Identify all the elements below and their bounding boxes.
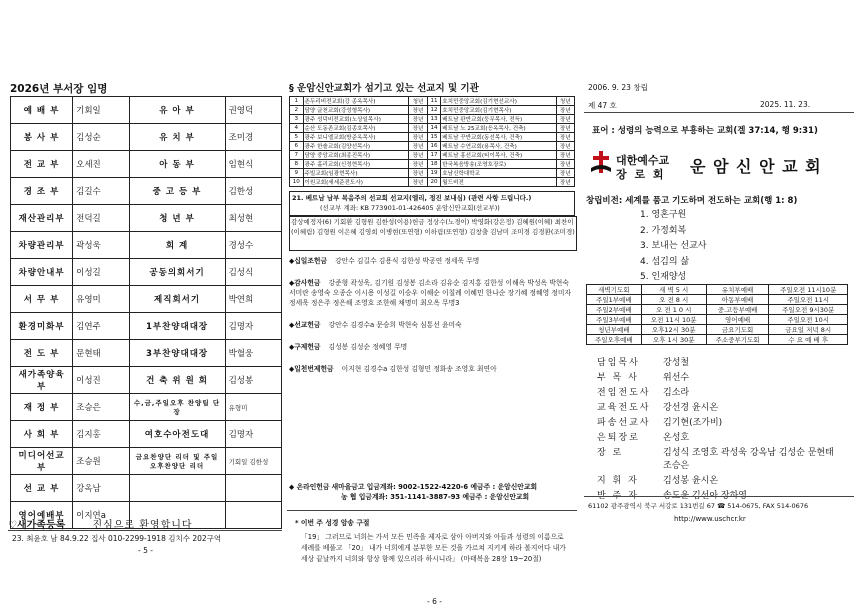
service-time: 수 요 예 배 후 <box>769 335 848 345</box>
mission-number: 4 <box>290 124 304 133</box>
mission-sponsor: 장년 <box>556 178 574 187</box>
staff-role: 은퇴장로 <box>597 433 640 443</box>
staff-role: 반 주 자 <box>597 491 639 501</box>
mission-sponsor: 장년 <box>556 160 574 169</box>
department-name: 금요찬양단 리더 및 주일오후찬양단 리더 <box>129 448 225 475</box>
mission-number: 14 <box>427 124 441 133</box>
memory-verse-title: * 이번 주 성경 암송 구절 <box>295 519 370 527</box>
department-head: 김성식 <box>225 259 281 286</box>
staff-role: 장 로 <box>597 448 624 458</box>
church-name: 운 암 신 안 교 회 <box>690 157 822 176</box>
worship-schedule <box>586 284 848 345</box>
staff-names: 김성봉 윤시온 <box>663 476 719 486</box>
department-row <box>11 151 282 178</box>
department-head: 권영덕 <box>225 97 281 124</box>
service-name: 주일1부예배 <box>587 295 642 305</box>
department-name: 재산관리부 <box>11 205 73 232</box>
service-name: 주일2부예배 <box>587 305 642 315</box>
department-head: 김명자 <box>225 421 281 448</box>
mission-row <box>290 97 575 106</box>
mission-sponsor: 장년 <box>409 169 427 178</box>
department-name: 전 교 부 <box>11 151 73 178</box>
founded-date: 2006. 9. 23 창립 <box>588 83 648 92</box>
vision-item: 3. 보내는 선교사 <box>640 241 707 251</box>
staff-names: 위선수 <box>663 373 690 383</box>
department-head: 김길수 <box>73 178 129 205</box>
staff-row <box>594 487 844 502</box>
service-name: 주일오후예배 <box>587 335 642 345</box>
mission-row <box>290 106 575 115</box>
offering-item <box>289 364 575 374</box>
mission-sponsor: 장년 <box>409 178 427 187</box>
mission-number: 1 <box>290 97 304 106</box>
department-head: 조미경 <box>225 124 281 151</box>
offering-names: 김성봉 김성순 정혜영 무명 <box>328 343 408 351</box>
mission-name: 월드비전 <box>441 178 556 187</box>
mission-sponsor: 장년 <box>556 151 574 160</box>
department-head: 이성진 <box>73 367 129 394</box>
mission-row <box>290 133 575 142</box>
mission-number: 11 <box>427 97 441 106</box>
offering-label: ◆십일조헌금 <box>289 257 328 265</box>
page-number: - 6 - <box>427 597 442 606</box>
staff-role: 부 목 사 <box>597 373 639 383</box>
staff-role: 파송선교사 <box>597 418 651 428</box>
department-row <box>11 232 282 259</box>
mission-sponsor: 장년 <box>409 160 427 169</box>
mission-row <box>290 115 575 124</box>
online-offering <box>289 482 575 502</box>
department-row <box>11 313 282 340</box>
service-time: 주일오전 11시 <box>769 295 848 305</box>
denomination-line-1: 대한예수교 <box>616 154 670 167</box>
department-name: 차량관리부 <box>11 232 73 259</box>
issue-number: 제 47 호 <box>588 101 617 110</box>
mission-number: 18 <box>427 160 441 169</box>
department-name <box>129 475 225 502</box>
offering-label: ◆감사헌금 <box>289 279 321 287</box>
department-name: 수,금,주일오후 찬양팀 단장 <box>129 394 225 421</box>
offering-item <box>289 320 575 330</box>
department-head: 박연희 <box>225 286 281 313</box>
offering-item <box>289 278 575 308</box>
church-motto: 표어 : 성령의 능력으로 부흥하는 교회(겔 37:14, 행 9:31) <box>592 126 818 136</box>
service-time: 오후 1시 30분 <box>641 335 706 345</box>
vision-list <box>640 208 706 286</box>
department-head: 최성현 <box>225 205 281 232</box>
mission-number: 10 <box>290 178 304 187</box>
service-name: 중.고등부예배 <box>706 305 769 315</box>
staff-role: 지 휘 자 <box>597 476 639 486</box>
department-name: 환경미화부 <box>11 313 73 340</box>
offering-item <box>289 342 575 352</box>
service-time: 새 벽 5 시 <box>641 285 706 295</box>
mission-name: 광주 홀리교회(신정현목사) <box>303 160 409 169</box>
department-name: 아 동 부 <box>129 151 225 178</box>
service-name: 금요기도회 <box>706 325 769 335</box>
department-name: 경 조 부 <box>11 178 73 205</box>
department-head: 문현태 <box>73 340 129 367</box>
mission-name: 베트남 노 25교회(응옥목사, 건축) <box>441 124 556 133</box>
mission-row <box>290 178 575 187</box>
mission-row <box>290 142 575 151</box>
mission-name: 순산 도동존교회(김종호목사) <box>303 124 409 133</box>
schedule-row <box>587 285 848 295</box>
vision-item: 4. 섬김의 삶 <box>640 256 690 267</box>
service-name: 영어예배 <box>706 315 769 325</box>
mission-number: 19 <box>427 169 441 178</box>
department-head: 조승원 <box>73 448 129 475</box>
service-time: 주일오전 10시 <box>769 315 848 325</box>
mission-number: 5 <box>290 133 304 142</box>
department-row <box>11 97 282 124</box>
new-member-line: 23. 최윤호 남 84.9.22 집사 010-2299-1918 김치수 202구역 <box>12 534 222 543</box>
mission-sponsor: 장년 <box>409 106 427 115</box>
missions-title: § 운암신안교회가 섬기고 있는 선교지 및 기관 <box>289 83 479 94</box>
mission-sponsor: 장년 <box>409 115 427 124</box>
offering-names: 강안수 김길수 김용식 김한성 박공연 정세욱 무명 <box>335 257 480 265</box>
mission-sponsor: 장년 <box>556 115 574 124</box>
department-head: 김성봉 <box>225 367 281 394</box>
mission-sponsor: 장년 <box>409 124 427 133</box>
department-name: 차량안내부 <box>11 259 73 286</box>
offering-list <box>289 256 575 386</box>
mission-name: 한국복음방송(조영호장로) <box>441 160 556 169</box>
mission-row <box>290 169 575 178</box>
department-name: 선 교 부 <box>11 475 73 502</box>
mission-sponsor: 장년 <box>409 142 427 151</box>
service-time: 주일오전 11시10분 <box>769 285 848 295</box>
department-row <box>11 475 282 502</box>
mission-number: 9 <box>290 169 304 178</box>
offering-item <box>289 256 575 266</box>
staff-row <box>594 429 844 444</box>
mission-name: 광주 성덕비전교회(노상일목사) <box>303 115 409 124</box>
staff-row <box>594 472 844 487</box>
schedule-row <box>587 325 848 335</box>
department-row <box>11 421 282 448</box>
department-name: 회 계 <box>129 232 225 259</box>
department-name: 유 치 부 <box>129 124 225 151</box>
staff-names: 김소라 <box>663 388 690 398</box>
staff-row <box>594 354 844 369</box>
staff-names: 김기현(조가비) <box>663 418 723 428</box>
mission-name: 광주 보니엘교회(방준옥목사) <box>303 133 409 142</box>
mission-sponsor: 장년 <box>409 151 427 160</box>
online-offering-account-1: 새마을금고 입금계좌: 9002-1522-4220-6 예금주 : 운암신안교회 <box>331 483 538 491</box>
service-name: 주소중부기도회 <box>706 335 769 345</box>
staff-role: 교육전도사 <box>597 403 651 413</box>
mission-number: 7 <box>290 151 304 160</box>
department-head: 조승은 <box>73 394 129 421</box>
department-head: 전덕길 <box>73 205 129 232</box>
department-name: 전 도 부 <box>11 340 73 367</box>
staff-names: 강성철 <box>663 358 690 368</box>
mission-name: 호남신학대학교 <box>441 169 556 178</box>
mission-sponsor: 장년 <box>556 106 574 115</box>
department-row <box>11 340 282 367</box>
bulletin-date: 2025. 11. 23. <box>760 100 811 109</box>
department-head: 김지홍 <box>73 421 129 448</box>
schedule-row <box>587 335 848 345</box>
mission-note-box <box>289 191 575 216</box>
department-name: 유 아 부 <box>129 97 225 124</box>
mission-sponsor: 장년 <box>556 124 574 133</box>
mission-number: 15 <box>427 133 441 142</box>
mission-row <box>290 124 575 133</box>
department-name: 3부찬양대대장 <box>129 340 225 367</box>
mission-number: 20 <box>427 178 441 187</box>
staff-row <box>594 384 844 399</box>
memory-verse-text: 「19」 그러므로 너희는 가서 모든 민족을 제자로 삼아 아버지와 아들과 성령의 이름으로 세례를 베풀고 「20」 내가 너희에게 분부한 모든 것을 가르쳐 지키게 하라 볼지어다 내가 세상 끝날까지 너희와 항상 함께 있으리라 하시니라」 (마태복음 28장 19~20절) <box>301 533 566 563</box>
staff-row <box>594 399 844 414</box>
offering-names: 강안수 김경수a 문승희 박현숙 심통선 윤미숙 <box>328 321 462 329</box>
church-logo <box>590 150 612 174</box>
mission-number: 2 <box>290 106 304 115</box>
mission-account: (선교부 계좌: KB 773901-01-426405 운암신안교회(선교부)) <box>320 204 500 212</box>
mission-name: 베트남 판반교회(둥무목사, 전득) <box>441 115 556 124</box>
mission-number: 16 <box>427 142 441 151</box>
department-head: 오세진 <box>73 151 129 178</box>
department-head: 박혈웅 <box>225 340 281 367</box>
denomination-line-2: 장 로 회 <box>616 168 666 181</box>
service-name: 유치부예배 <box>706 285 769 295</box>
mission-sponsor: 장년 <box>409 133 427 142</box>
mission-name: 호치민중앙교회(김기현선교사) <box>441 97 556 106</box>
offering-label: ◆일천번제헌금 <box>289 365 334 373</box>
offering-label: ◆구제헌금 <box>289 343 321 351</box>
staff-names: 온성호 <box>663 433 690 443</box>
offering-label: ◆선교헌금 <box>289 321 321 329</box>
mission-name: 주빌교회(임광현목사) <box>303 169 409 178</box>
department-head: 김성순 <box>73 124 129 151</box>
staff-names: 강선경 윤시온 <box>663 403 719 413</box>
mission-number: 12 <box>427 106 441 115</box>
new-family-section <box>8 516 282 531</box>
department-name: 봉 사 부 <box>11 124 73 151</box>
missions-table <box>289 96 575 187</box>
department-name: 여호수아전도대 <box>129 421 225 448</box>
department-row <box>11 394 282 421</box>
vision-item: 2. 가정회복 <box>640 225 687 236</box>
mission-number: 13 <box>427 115 441 124</box>
department-row <box>11 205 282 232</box>
church-staff-info <box>594 354 844 502</box>
offering-block: 감상예정자(6) 기회환 김형원 김한성(이용)헌금 정상수(노경이) 박영화(강은정) 김혜원(이혜) 최찬이(이혜림) 김형원 이은혜 김영희 이병현(또연형) 이하림(또연형) 김창출 김남미 조미경 김경환(조미경) <box>289 216 577 251</box>
church-address: 61102 광주광역시 북구 서강로 131번길 67 ☎ 514-0675, FAX 514-0676 <box>588 502 809 510</box>
offering-names: 강준형 곽성욱, 김기원 김성봉 김소라 김유순 김지홍 김한성 이해옥 박성옥 박현숙 서미란 송영숙 오종순 이시용 이성길 이승우 이해순 이칠례 이혜민 한나순 장기혜 정혜영 정미자 정세욱 정은주 정은해 조영호 조한해 채명미 최오옥 무명3 <box>289 279 571 307</box>
mission-name: 담양 중앙교회(최종진목사) <box>303 151 409 160</box>
vision-item: 5. 인재양성 <box>640 272 687 282</box>
department-row <box>11 286 282 313</box>
department-name: 건 축 위 원 회 <box>129 367 225 394</box>
cross-icon <box>590 150 612 174</box>
department-name: 사 회 부 <box>11 421 73 448</box>
department-name: 공동의회서기 <box>129 259 225 286</box>
department-name: 미디어선교부 <box>11 448 73 475</box>
divider <box>8 530 282 531</box>
mission-row <box>290 151 575 160</box>
department-name: 영어예배부 <box>11 502 73 529</box>
divider <box>584 496 854 497</box>
mission-sponsor: 장년 <box>556 142 574 151</box>
divider <box>584 112 854 113</box>
department-name: 재 정 부 <box>11 394 73 421</box>
department-head: 유형미 <box>225 394 281 421</box>
mission-number: 6 <box>290 142 304 151</box>
mission-name: 존두리비전교회(강 종옥목사) <box>303 97 409 106</box>
welcome-text: 진심으로 환영합니다 <box>92 520 193 531</box>
department-head <box>225 475 281 502</box>
staff-row <box>594 444 844 472</box>
staff-row <box>594 414 844 429</box>
department-head: 임현식 <box>225 151 281 178</box>
service-name: 청년부예배 <box>587 325 642 335</box>
department-row <box>11 448 282 475</box>
staff-names: 김성식 조영호 곽성욱 강옥남 김성순 문현태 조승은 <box>663 448 834 471</box>
schedule-row <box>587 295 848 305</box>
mission-number: 8 <box>290 160 304 169</box>
department-name: 청 년 부 <box>129 205 225 232</box>
service-time: 주일오전 9시30분 <box>769 305 848 315</box>
department-row <box>11 178 282 205</box>
service-time: 오후12시 30분 <box>641 325 706 335</box>
mission-number: 17 <box>427 151 441 160</box>
service-name: 주일3부예배 <box>587 315 642 325</box>
mission-name: 베트남 꾸반교회(동선목사, 건축) <box>441 133 556 142</box>
department-head: 경성수 <box>225 232 281 259</box>
mission-name: 호치민중앙교회(김기현목사) <box>441 106 556 115</box>
offering-names: 이지현 김경수a 김한성 김형민 정화송 조영호 최연아 <box>341 365 497 373</box>
mission-sponsor: 청년 <box>556 97 574 106</box>
service-time: 금요일 저녁 8시 <box>769 325 848 335</box>
mission-note: 21. 베트남 남부 복음주의 선교회 선교지(엘리, 정진 보내심) (관련 사항 드립니다.) <box>292 194 532 202</box>
department-head: 김명자 <box>225 313 281 340</box>
department-head: 이지연a <box>73 502 129 529</box>
department-row <box>11 259 282 286</box>
staff-role: 전임전도사 <box>597 388 651 398</box>
mission-name: 이원교회(세세준전도사) <box>303 178 409 187</box>
vision-item: 1. 영혼구원 <box>640 210 687 220</box>
department-heads-table <box>10 96 282 529</box>
department-head: 기회일 <box>73 97 129 124</box>
mission-row <box>290 160 575 169</box>
schedule-row <box>587 315 848 325</box>
department-heads-title: 2026년 부서장 임명 <box>10 83 108 95</box>
mission-name: 베트남 홍선교회(티이목사, 건축) <box>441 151 556 160</box>
mission-sponsor: 청년 <box>409 97 427 106</box>
staff-names: 송도윤 김선아 장하영 <box>663 491 747 501</box>
department-head: 기회일 김한성 <box>225 448 281 475</box>
page-number: - 5 - <box>138 546 153 555</box>
service-name: 아동부예배 <box>706 295 769 305</box>
mission-name: 광주 한솔교회(김양선목사) <box>303 142 409 151</box>
service-time: 오전 11시 10분 <box>641 315 706 325</box>
service-time: 오 전 1 0 시 <box>641 305 706 315</box>
founding-vision: 창립비전: 세계를 품고 기도하며 전도하는 교회(행 1: 8) <box>586 196 798 206</box>
department-name: 새가족양육부 <box>11 367 73 394</box>
divider <box>287 510 577 511</box>
online-offering-account-2: 농 협 입금계좌: 351-1141-3887-93 예금주 : 운암신안교회 <box>341 493 530 501</box>
staff-role: 담임목사 <box>597 358 640 368</box>
mission-sponsor: 장년 <box>556 133 574 142</box>
department-row <box>11 367 282 394</box>
mission-name: 베트남 수연교회(용목사, 건축) <box>441 142 556 151</box>
schedule-row <box>587 305 848 315</box>
department-head: 강옥남 <box>73 475 129 502</box>
service-time: 오 전 8 시 <box>641 295 706 305</box>
department-head: 이성길 <box>73 259 129 286</box>
department-name: 제직회서기 <box>129 286 225 313</box>
department-head: 김한성 <box>225 178 281 205</box>
staff-row <box>594 369 844 384</box>
department-name: 중 고 등 부 <box>129 178 225 205</box>
department-name: 서 무 부 <box>11 286 73 313</box>
department-row <box>11 124 282 151</box>
mission-sponsor: 장년 <box>556 169 574 178</box>
church-website[interactable]: http://www.uschcr.kr <box>674 515 746 523</box>
service-name: 새벽기도회 <box>587 285 642 295</box>
department-head: 김연주 <box>73 313 129 340</box>
department-head: 유영미 <box>73 286 129 313</box>
mission-number: 3 <box>290 115 304 124</box>
new-family-label: ♡새가족등록 <box>8 520 66 531</box>
online-offering-label: ◆ 온라인헌금 <box>289 483 330 491</box>
department-name: 예 배 부 <box>11 97 73 124</box>
department-head: 곽성욱 <box>73 232 129 259</box>
mission-name: 담양 글천교회(강성형목사) <box>303 106 409 115</box>
department-name: 1부찬양대대장 <box>129 313 225 340</box>
